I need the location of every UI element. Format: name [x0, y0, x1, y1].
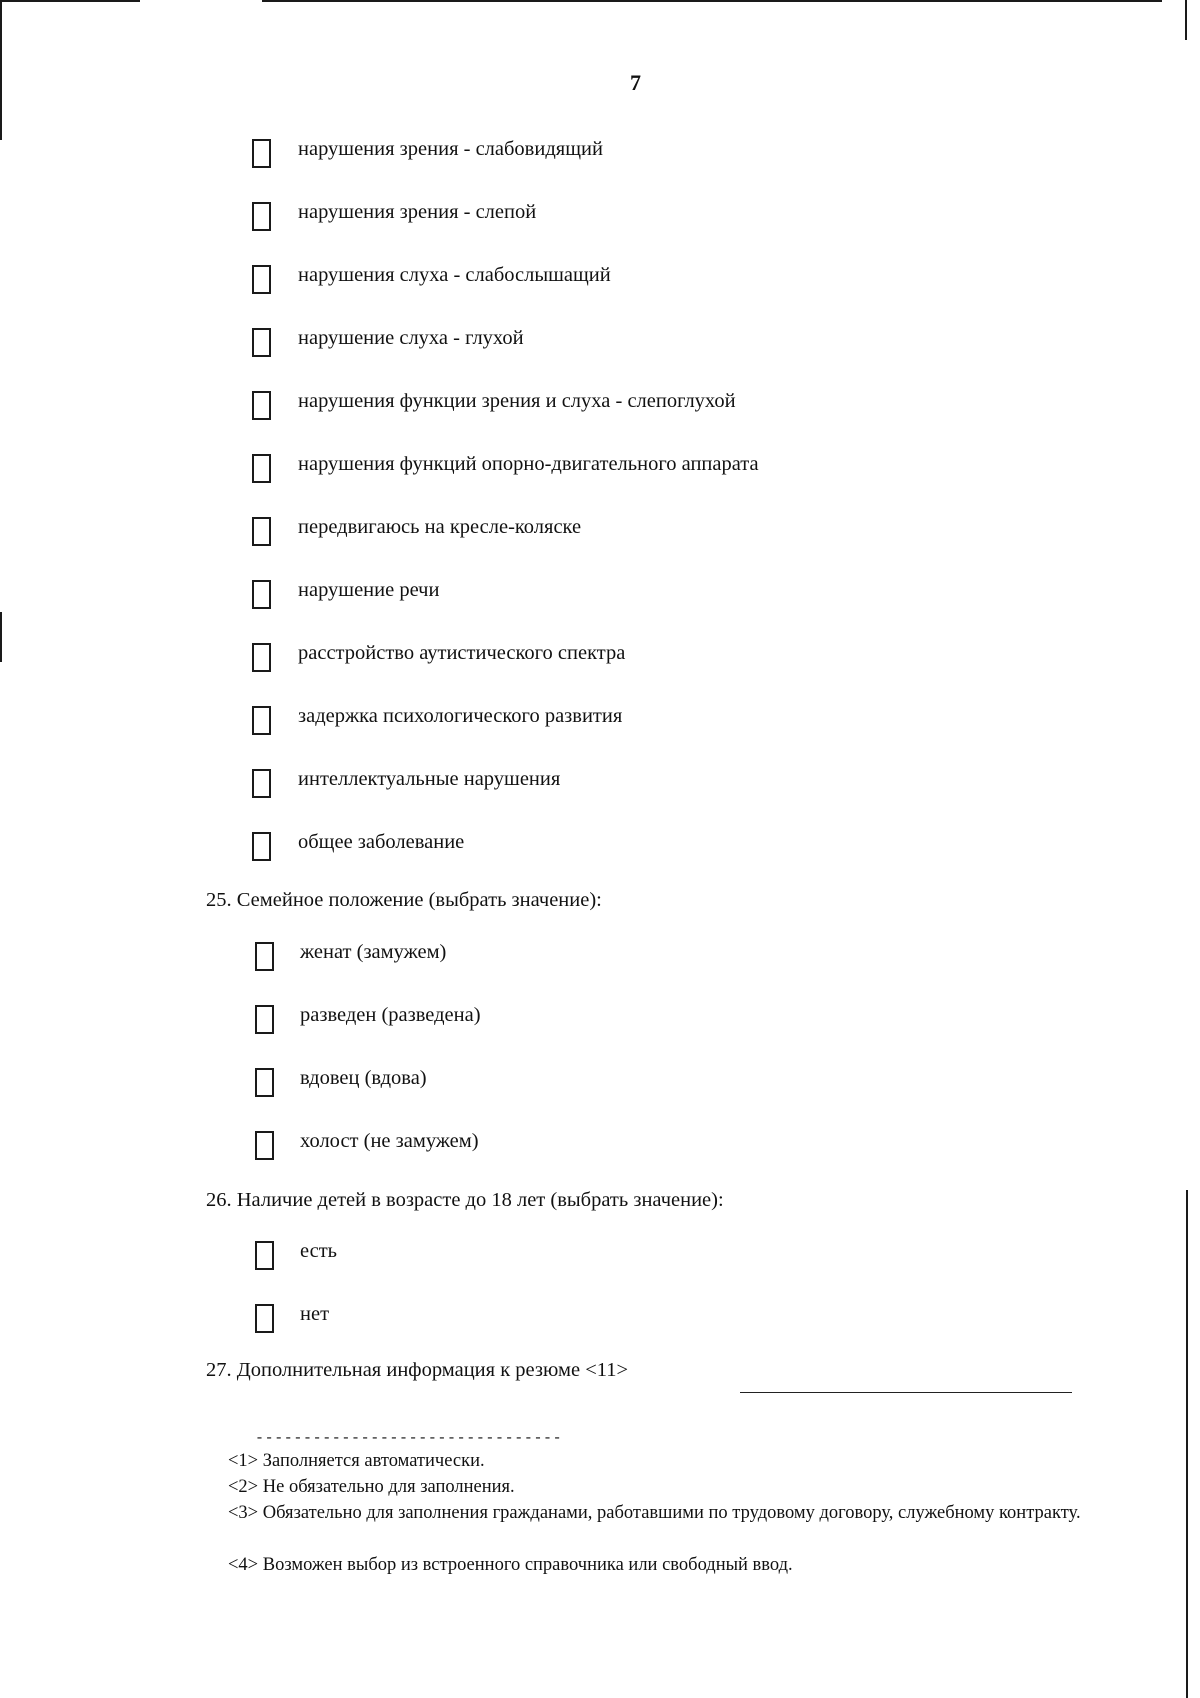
- option-label: нарушения зрения - слабовидящий: [298, 138, 603, 160]
- disability-option-wheelchair[interactable]: [252, 515, 581, 546]
- checkbox[interactable]: [255, 942, 274, 971]
- checkbox[interactable]: [252, 328, 271, 357]
- checkbox[interactable]: [252, 202, 271, 231]
- option-label: разведен (разведена): [300, 1004, 481, 1026]
- scan-edge-top-right: [262, 0, 1162, 2]
- footnote-4: <4> Возможен выбор из встроенного справочника или свободный ввод.: [228, 1555, 793, 1575]
- checkbox[interactable]: [252, 769, 271, 798]
- option-label: нарушения слуха - слабослышащий: [298, 264, 611, 286]
- checkbox[interactable]: [252, 580, 271, 609]
- checkbox[interactable]: [252, 265, 271, 294]
- checkbox[interactable]: [252, 643, 271, 672]
- checkbox[interactable]: [252, 832, 271, 861]
- additional-info-field[interactable]: [740, 1392, 1072, 1393]
- marital-option-widowed[interactable]: [255, 1066, 427, 1097]
- disability-option-general-illness[interactable]: [252, 830, 464, 861]
- checkbox[interactable]: [255, 1005, 274, 1034]
- checkbox[interactable]: [255, 1068, 274, 1097]
- marital-option-married[interactable]: [255, 940, 446, 971]
- disability-option-intellectual[interactable]: [252, 767, 560, 798]
- option-label: нарушение слуха - глухой: [298, 327, 524, 349]
- disability-option-speech[interactable]: [252, 578, 439, 609]
- option-label: задержка психологического развития: [298, 705, 623, 727]
- checkbox[interactable]: [252, 454, 271, 483]
- footnote-3: [174, 1501, 1114, 1525]
- question-26-label: 26. Наличие детей в возрасте до 18 лет (выбрать значение):: [206, 1189, 724, 1211]
- disability-option-deafblind[interactable]: [252, 389, 736, 420]
- disability-option-deaf[interactable]: [252, 326, 524, 357]
- scan-edge-left-top: [0, 0, 2, 140]
- option-label: нарушения функций опорно-двигательного аппарата: [298, 453, 759, 475]
- scan-edge-right-top: [1185, 0, 1187, 40]
- checkbox[interactable]: [252, 706, 271, 735]
- option-label: нарушения функции зрения и слуха - слепоглухой: [298, 390, 736, 412]
- option-label: есть: [300, 1240, 338, 1262]
- option-label: холост (не замужем): [300, 1130, 479, 1152]
- option-label: нет: [300, 1303, 330, 1325]
- disability-option-developmental-delay[interactable]: [252, 704, 622, 735]
- scan-edge-left-mid: [0, 612, 2, 662]
- option-label: вдовец (вдова): [300, 1067, 427, 1089]
- footnote-1: <1> Заполняется автоматически.: [228, 1451, 485, 1471]
- option-label: нарушения зрения - слепой: [298, 201, 537, 223]
- page-number: 7: [630, 70, 641, 95]
- checkbox[interactable]: [255, 1241, 274, 1270]
- option-label: общее заболевание: [298, 831, 465, 853]
- scan-edge-right-bottom: [1186, 1190, 1188, 1698]
- scan-edge-top-left: [0, 0, 140, 2]
- disability-option-low-vision[interactable]: [252, 137, 603, 168]
- footnote-separator: --------------------------------: [255, 1430, 563, 1447]
- disability-option-autism[interactable]: [252, 641, 625, 672]
- option-label: женат (замужем): [300, 941, 447, 963]
- marital-option-single[interactable]: [255, 1129, 479, 1160]
- disability-option-blind[interactable]: [252, 200, 536, 231]
- option-label: передвигаюсь на кресле-коляске: [298, 516, 582, 538]
- children-option-no[interactable]: [255, 1302, 329, 1333]
- question-27-label: 27. Дополнительная информация к резюме <11>: [206, 1359, 629, 1381]
- option-label: нарушение речи: [298, 579, 440, 601]
- checkbox[interactable]: [252, 517, 271, 546]
- option-label: расстройство аутистического спектра: [298, 642, 626, 664]
- disability-option-musculoskeletal[interactable]: [252, 452, 759, 483]
- children-option-yes[interactable]: [255, 1239, 337, 1270]
- question-25-label: 25. Семейное положение (выбрать значение):: [206, 889, 602, 911]
- footnote-3-text: <3> Обязательно для заполнения гражданами, работавшими по трудовому договору, служебному контракту.: [228, 1503, 1081, 1523]
- checkbox[interactable]: [255, 1131, 274, 1160]
- checkbox[interactable]: [252, 391, 271, 420]
- footnote-2: <2> Не обязательно для заполнения.: [228, 1477, 515, 1497]
- marital-option-divorced[interactable]: [255, 1003, 481, 1034]
- checkbox[interactable]: [252, 139, 271, 168]
- checkbox[interactable]: [255, 1304, 274, 1333]
- disability-option-hard-of-hearing[interactable]: [252, 263, 611, 294]
- option-label: интеллектуальные нарушения: [298, 768, 561, 790]
